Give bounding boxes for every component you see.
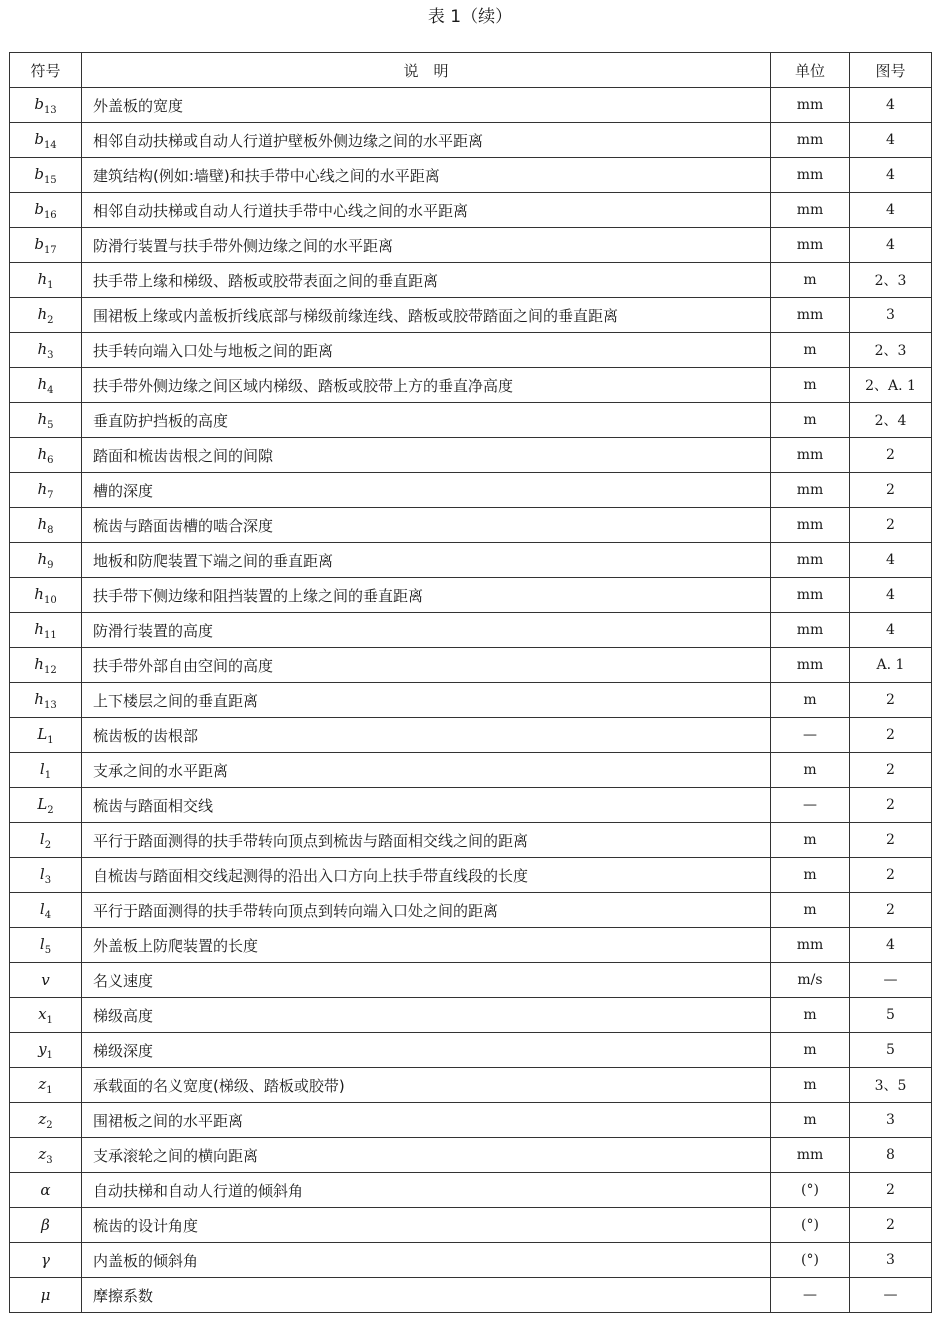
unit-cell: m (771, 1103, 850, 1138)
description-cell: 围裙板上缘或内盖板折线底部与梯级前缘连线、踏板或胶带踏面之间的垂直距离 (82, 298, 771, 333)
description-cell: 外盖板上防爬装置的长度 (82, 928, 771, 963)
symbol-subscript: 2 (44, 839, 52, 851)
unit-cell: m (771, 823, 850, 858)
symbol-cell (10, 683, 82, 718)
symbol-letter: b (34, 94, 44, 113)
symbol-subscript: 1 (46, 1049, 53, 1061)
figure-cell: 2、4 (850, 403, 932, 438)
symbol-subscript: 14 (43, 139, 57, 151)
description-cell: 相邻自动扶梯或自动人行道护壁板外侧边缘之间的水平距离 (82, 123, 771, 158)
description-cell: 梯级深度 (82, 1033, 771, 1068)
figure-cell: 2 (850, 438, 932, 473)
description-cell: 自动扶梯和自动人行道的倾斜角 (82, 1173, 771, 1208)
table-row (10, 403, 932, 438)
unit-cell: m (771, 998, 850, 1033)
symbol-letter: L (37, 794, 48, 813)
symbol-cell (10, 823, 82, 858)
figure-cell: 2、3 (850, 263, 932, 298)
symbol-cell (10, 613, 82, 648)
unit-cell: mm (771, 193, 850, 228)
symbol-subscript: 9 (47, 559, 54, 571)
symbol-letter: h (37, 444, 48, 463)
table-row (10, 1103, 932, 1138)
symbol-subscript: 3 (46, 1154, 53, 1166)
figure-cell: 4 (850, 88, 932, 123)
unit-cell: — (771, 718, 850, 753)
description-cell: 扶手带外部自由空间的高度 (82, 648, 771, 683)
figure-cell: 2 (850, 508, 932, 543)
description-cell: 地板和防爬装置下端之间的垂直距离 (82, 543, 771, 578)
symbol-subscript: 2 (47, 804, 54, 816)
figure-cell: 2 (850, 823, 932, 858)
symbol-subscript: 3 (47, 349, 54, 361)
unit-cell: mm (771, 928, 850, 963)
description-cell: 围裙板之间的水平距离 (82, 1103, 771, 1138)
table-row (10, 1173, 932, 1208)
unit-cell: m (771, 893, 850, 928)
table-row (10, 578, 932, 613)
description-cell: 相邻自动扶梯或自动人行道扶手带中心线之间的水平距离 (82, 193, 771, 228)
header-unit: 单位 (771, 53, 850, 88)
header-figure: 图号 (850, 53, 932, 88)
symbol-letter: γ (41, 1251, 50, 1269)
unit-cell: — (771, 788, 850, 823)
symbol-cell (10, 998, 82, 1033)
symbol-subscript: 6 (47, 454, 54, 466)
description-cell: 建筑结构(例如:墙壁)和扶手带中心线之间的水平距离 (82, 158, 771, 193)
description-cell: 梳齿板的齿根部 (82, 718, 771, 753)
figure-cell: 2 (850, 1173, 932, 1208)
unit-cell: m (771, 683, 850, 718)
description-cell: 槽的深度 (82, 473, 771, 508)
description-cell: 垂直防护挡板的高度 (82, 403, 771, 438)
symbol-cell (10, 123, 82, 158)
symbol-cell (10, 193, 82, 228)
figure-cell: 2 (850, 473, 932, 508)
description-cell: 扶手带外侧边缘之间区域内梯级、踏板或胶带上方的垂直净高度 (82, 368, 771, 403)
table-row (10, 368, 932, 403)
symbol-subscript: 7 (47, 489, 54, 501)
figure-cell: 2 (850, 1208, 932, 1243)
description-cell: 上下楼层之间的垂直距离 (82, 683, 771, 718)
table-title: 表 1（续） (427, 7, 513, 27)
figure-cell: 2、3 (850, 333, 932, 368)
table-row (10, 683, 932, 718)
table-row (10, 788, 932, 823)
symbol-subscript: 15 (43, 174, 57, 186)
unit-cell: mm (771, 613, 850, 648)
figure-cell: 4 (850, 193, 932, 228)
symbol-letter: z (38, 1074, 47, 1093)
table-row (10, 123, 932, 158)
symbol-letter: L (37, 724, 48, 743)
symbol-letter: l (39, 829, 45, 848)
symbol-cell (10, 543, 82, 578)
figure-cell: 5 (850, 1033, 932, 1068)
symbol-letter: h (37, 304, 48, 323)
symbol-cell (10, 1243, 82, 1278)
table-row (10, 858, 932, 893)
figure-cell: 3 (850, 1103, 932, 1138)
figure-cell: 3、5 (850, 1068, 932, 1103)
symbol-letter: h (37, 269, 48, 288)
unit-cell: mm (771, 438, 850, 473)
symbol-subscript: 8 (47, 524, 54, 536)
symbol-cell (10, 1103, 82, 1138)
symbol-letter: h (34, 619, 44, 638)
symbol-subscript: 1 (47, 279, 54, 291)
description-cell: 平行于踏面测得的扶手带转向顶点到转向端入口处之间的距离 (82, 893, 771, 928)
unit-cell: (°) (771, 1208, 850, 1243)
table-row (10, 1033, 932, 1068)
table-row (10, 88, 932, 123)
symbol-letter: b (34, 234, 44, 253)
unit-cell: m (771, 858, 850, 893)
symbol-letter: b (34, 164, 44, 183)
unit-cell: m (771, 403, 850, 438)
description-cell: 支承滚轮之间的横向距离 (82, 1138, 771, 1173)
figure-cell: A. 1 (850, 648, 932, 683)
description-cell: 摩擦系数 (82, 1278, 771, 1313)
symbol-letter: h (37, 409, 48, 428)
table-row (10, 298, 932, 333)
symbol-letter: l (39, 759, 45, 778)
symbol-cell (10, 963, 82, 998)
symbol-subscript: 12 (43, 664, 57, 676)
symbol-cell (10, 858, 82, 893)
description-cell: 梳齿与踏面相交线 (82, 788, 771, 823)
symbol-cell (10, 473, 82, 508)
table-row (10, 228, 932, 263)
description-cell: 扶手转向端入口处与地板之间的距离 (82, 333, 771, 368)
symbol-cell (10, 368, 82, 403)
symbol-cell (10, 648, 82, 683)
description-cell: 梳齿的设计角度 (82, 1208, 771, 1243)
symbol-letter: v (41, 971, 50, 989)
unit-cell: mm (771, 228, 850, 263)
table-row (10, 1068, 932, 1103)
unit-cell: mm (771, 543, 850, 578)
table-row (10, 333, 932, 368)
unit-cell: mm (771, 473, 850, 508)
symbol-subscript: 5 (44, 944, 52, 956)
symbol-subscript: 4 (44, 909, 52, 921)
symbol-letter: α (40, 1181, 51, 1199)
table-row (10, 1138, 932, 1173)
header-description: 说 明 (82, 53, 771, 88)
table-row (10, 998, 932, 1033)
table-row (10, 193, 932, 228)
unit-cell: m (771, 263, 850, 298)
unit-cell: — (771, 1278, 850, 1313)
symbol-letter: h (37, 479, 48, 498)
description-cell: 梯级高度 (82, 998, 771, 1033)
figure-cell: 2 (850, 718, 932, 753)
unit-cell: m (771, 753, 850, 788)
figure-cell: — (850, 1278, 932, 1313)
table-body (10, 88, 932, 1313)
symbol-letter: μ (40, 1286, 51, 1304)
figure-cell: 4 (850, 543, 932, 578)
figure-cell: 4 (850, 158, 932, 193)
symbol-cell (10, 1138, 82, 1173)
figure-cell: 4 (850, 578, 932, 613)
symbol-letter: h (34, 654, 44, 673)
symbol-letter: l (39, 864, 45, 883)
symbol-subscript: 1 (47, 734, 54, 746)
figure-cell: 5 (850, 998, 932, 1033)
table-row (10, 508, 932, 543)
figure-cell: 2 (850, 788, 932, 823)
table-row (10, 543, 932, 578)
figure-cell: 3 (850, 1243, 932, 1278)
symbol-cell (10, 298, 82, 333)
symbol-subscript: 2 (47, 314, 54, 326)
description-cell: 扶手带下侧边缘和阻挡装置的上缘之间的垂直距离 (82, 578, 771, 613)
unit-cell: mm (771, 158, 850, 193)
table-row (10, 648, 932, 683)
description-cell: 名义速度 (82, 963, 771, 998)
symbol-cell (10, 438, 82, 473)
symbol-cell (10, 753, 82, 788)
table-row (10, 718, 932, 753)
unit-cell: mm (771, 1138, 850, 1173)
description-cell: 支承之间的水平距离 (82, 753, 771, 788)
symbol-cell (10, 508, 82, 543)
unit-cell: (°) (771, 1243, 850, 1278)
symbol-subscript: 11 (43, 629, 57, 641)
symbol-letter: b (34, 199, 44, 218)
table-row (10, 438, 932, 473)
description-cell: 防滑行装置的高度 (82, 613, 771, 648)
symbol-subscript: 3 (44, 874, 52, 886)
symbol-letter: b (34, 129, 44, 148)
table-row (10, 963, 932, 998)
table-row (10, 1278, 932, 1313)
symbol-letter: h (34, 689, 44, 708)
figure-cell: 4 (850, 123, 932, 158)
symbol-subscript: 4 (47, 384, 54, 396)
symbol-cell (10, 578, 82, 613)
symbol-cell (10, 1033, 82, 1068)
unit-cell: m (771, 368, 850, 403)
symbol-cell (10, 403, 82, 438)
figure-cell: 3 (850, 298, 932, 333)
unit-cell: mm (771, 88, 850, 123)
unit-cell: mm (771, 578, 850, 613)
figure-cell: 2 (850, 683, 932, 718)
table-row (10, 263, 932, 298)
symbol-letter: y (38, 1039, 47, 1058)
symbol-cell (10, 228, 82, 263)
symbol-letter: x (38, 1004, 47, 1023)
table-row (10, 158, 932, 193)
symbol-cell (10, 718, 82, 753)
unit-cell: m (771, 1033, 850, 1068)
symbol-cell (10, 928, 82, 963)
symbol-subscript: 10 (43, 594, 57, 606)
symbol-subscript: 13 (43, 699, 57, 711)
symbol-cell (10, 263, 82, 298)
header-symbol: 符号 (10, 53, 82, 88)
symbol-letter: β (41, 1216, 50, 1234)
symbol-subscript: 16 (43, 209, 57, 221)
unit-cell: (°) (771, 1173, 850, 1208)
unit-cell: mm (771, 298, 850, 333)
symbol-cell (10, 88, 82, 123)
description-cell: 外盖板的宽度 (82, 88, 771, 123)
symbol-letter: h (37, 549, 48, 568)
figure-cell: — (850, 963, 932, 998)
symbol-cell (10, 788, 82, 823)
description-cell: 平行于踏面测得的扶手带转向顶点到梳齿与踏面相交线之间的距离 (82, 823, 771, 858)
description-cell: 扶手带上缘和梯级、踏板或胶带表面之间的垂直距离 (82, 263, 771, 298)
unit-cell: m (771, 1068, 850, 1103)
table-row (10, 473, 932, 508)
symbol-subscript: 1 (46, 1084, 53, 1096)
symbol-cell (10, 333, 82, 368)
unit-cell: m/s (771, 963, 850, 998)
symbol-letter: h (37, 374, 48, 393)
symbol-letter: h (37, 514, 48, 533)
symbol-cell (10, 1208, 82, 1243)
unit-cell: mm (771, 508, 850, 543)
symbol-table (9, 52, 932, 1313)
figure-cell: 4 (850, 928, 932, 963)
table-row (10, 823, 932, 858)
symbol-cell (10, 893, 82, 928)
symbol-subscript: 13 (43, 104, 57, 116)
description-cell: 内盖板的倾斜角 (82, 1243, 771, 1278)
description-cell: 承载面的名义宽度(梯级、踏板或胶带) (82, 1068, 771, 1103)
symbol-cell (10, 158, 82, 193)
description-cell: 自梳齿与踏面相交线起测得的沿出入口方向上扶手带直线段的长度 (82, 858, 771, 893)
table-row (10, 893, 932, 928)
symbol-letter: l (39, 934, 45, 953)
description-cell: 踏面和梳齿齿根之间的间隙 (82, 438, 771, 473)
description-cell: 梳齿与踏面齿槽的啮合深度 (82, 508, 771, 543)
table-row (10, 753, 932, 788)
symbol-subscript: 17 (43, 244, 57, 256)
symbol-subscript: 2 (46, 1119, 53, 1131)
symbol-letter: l (39, 899, 45, 918)
symbol-cell (10, 1068, 82, 1103)
figure-cell: 2 (850, 858, 932, 893)
figure-cell: 2 (850, 753, 932, 788)
symbol-cell (10, 1173, 82, 1208)
unit-cell: mm (771, 648, 850, 683)
figure-cell: 2 (850, 893, 932, 928)
symbol-cell (10, 1278, 82, 1313)
symbol-subscript: 5 (47, 419, 54, 431)
table-row (10, 1208, 932, 1243)
unit-cell: mm (771, 123, 850, 158)
table-row (10, 1243, 932, 1278)
figure-cell: 4 (850, 228, 932, 263)
table-header-row (10, 53, 932, 88)
symbol-letter: h (37, 339, 48, 358)
symbol-letter: h (34, 584, 44, 603)
symbol-subscript: 1 (44, 769, 52, 781)
symbol-subscript: 1 (46, 1014, 53, 1026)
symbol-letter: z (38, 1144, 47, 1163)
description-cell: 防滑行装置与扶手带外侧边缘之间的水平距离 (82, 228, 771, 263)
figure-cell: 4 (850, 613, 932, 648)
symbol-letter: z (38, 1109, 47, 1128)
unit-cell: m (771, 333, 850, 368)
table-row (10, 928, 932, 963)
figure-cell: 2、A. 1 (850, 368, 932, 403)
table-row (10, 613, 932, 648)
figure-cell: 8 (850, 1138, 932, 1173)
